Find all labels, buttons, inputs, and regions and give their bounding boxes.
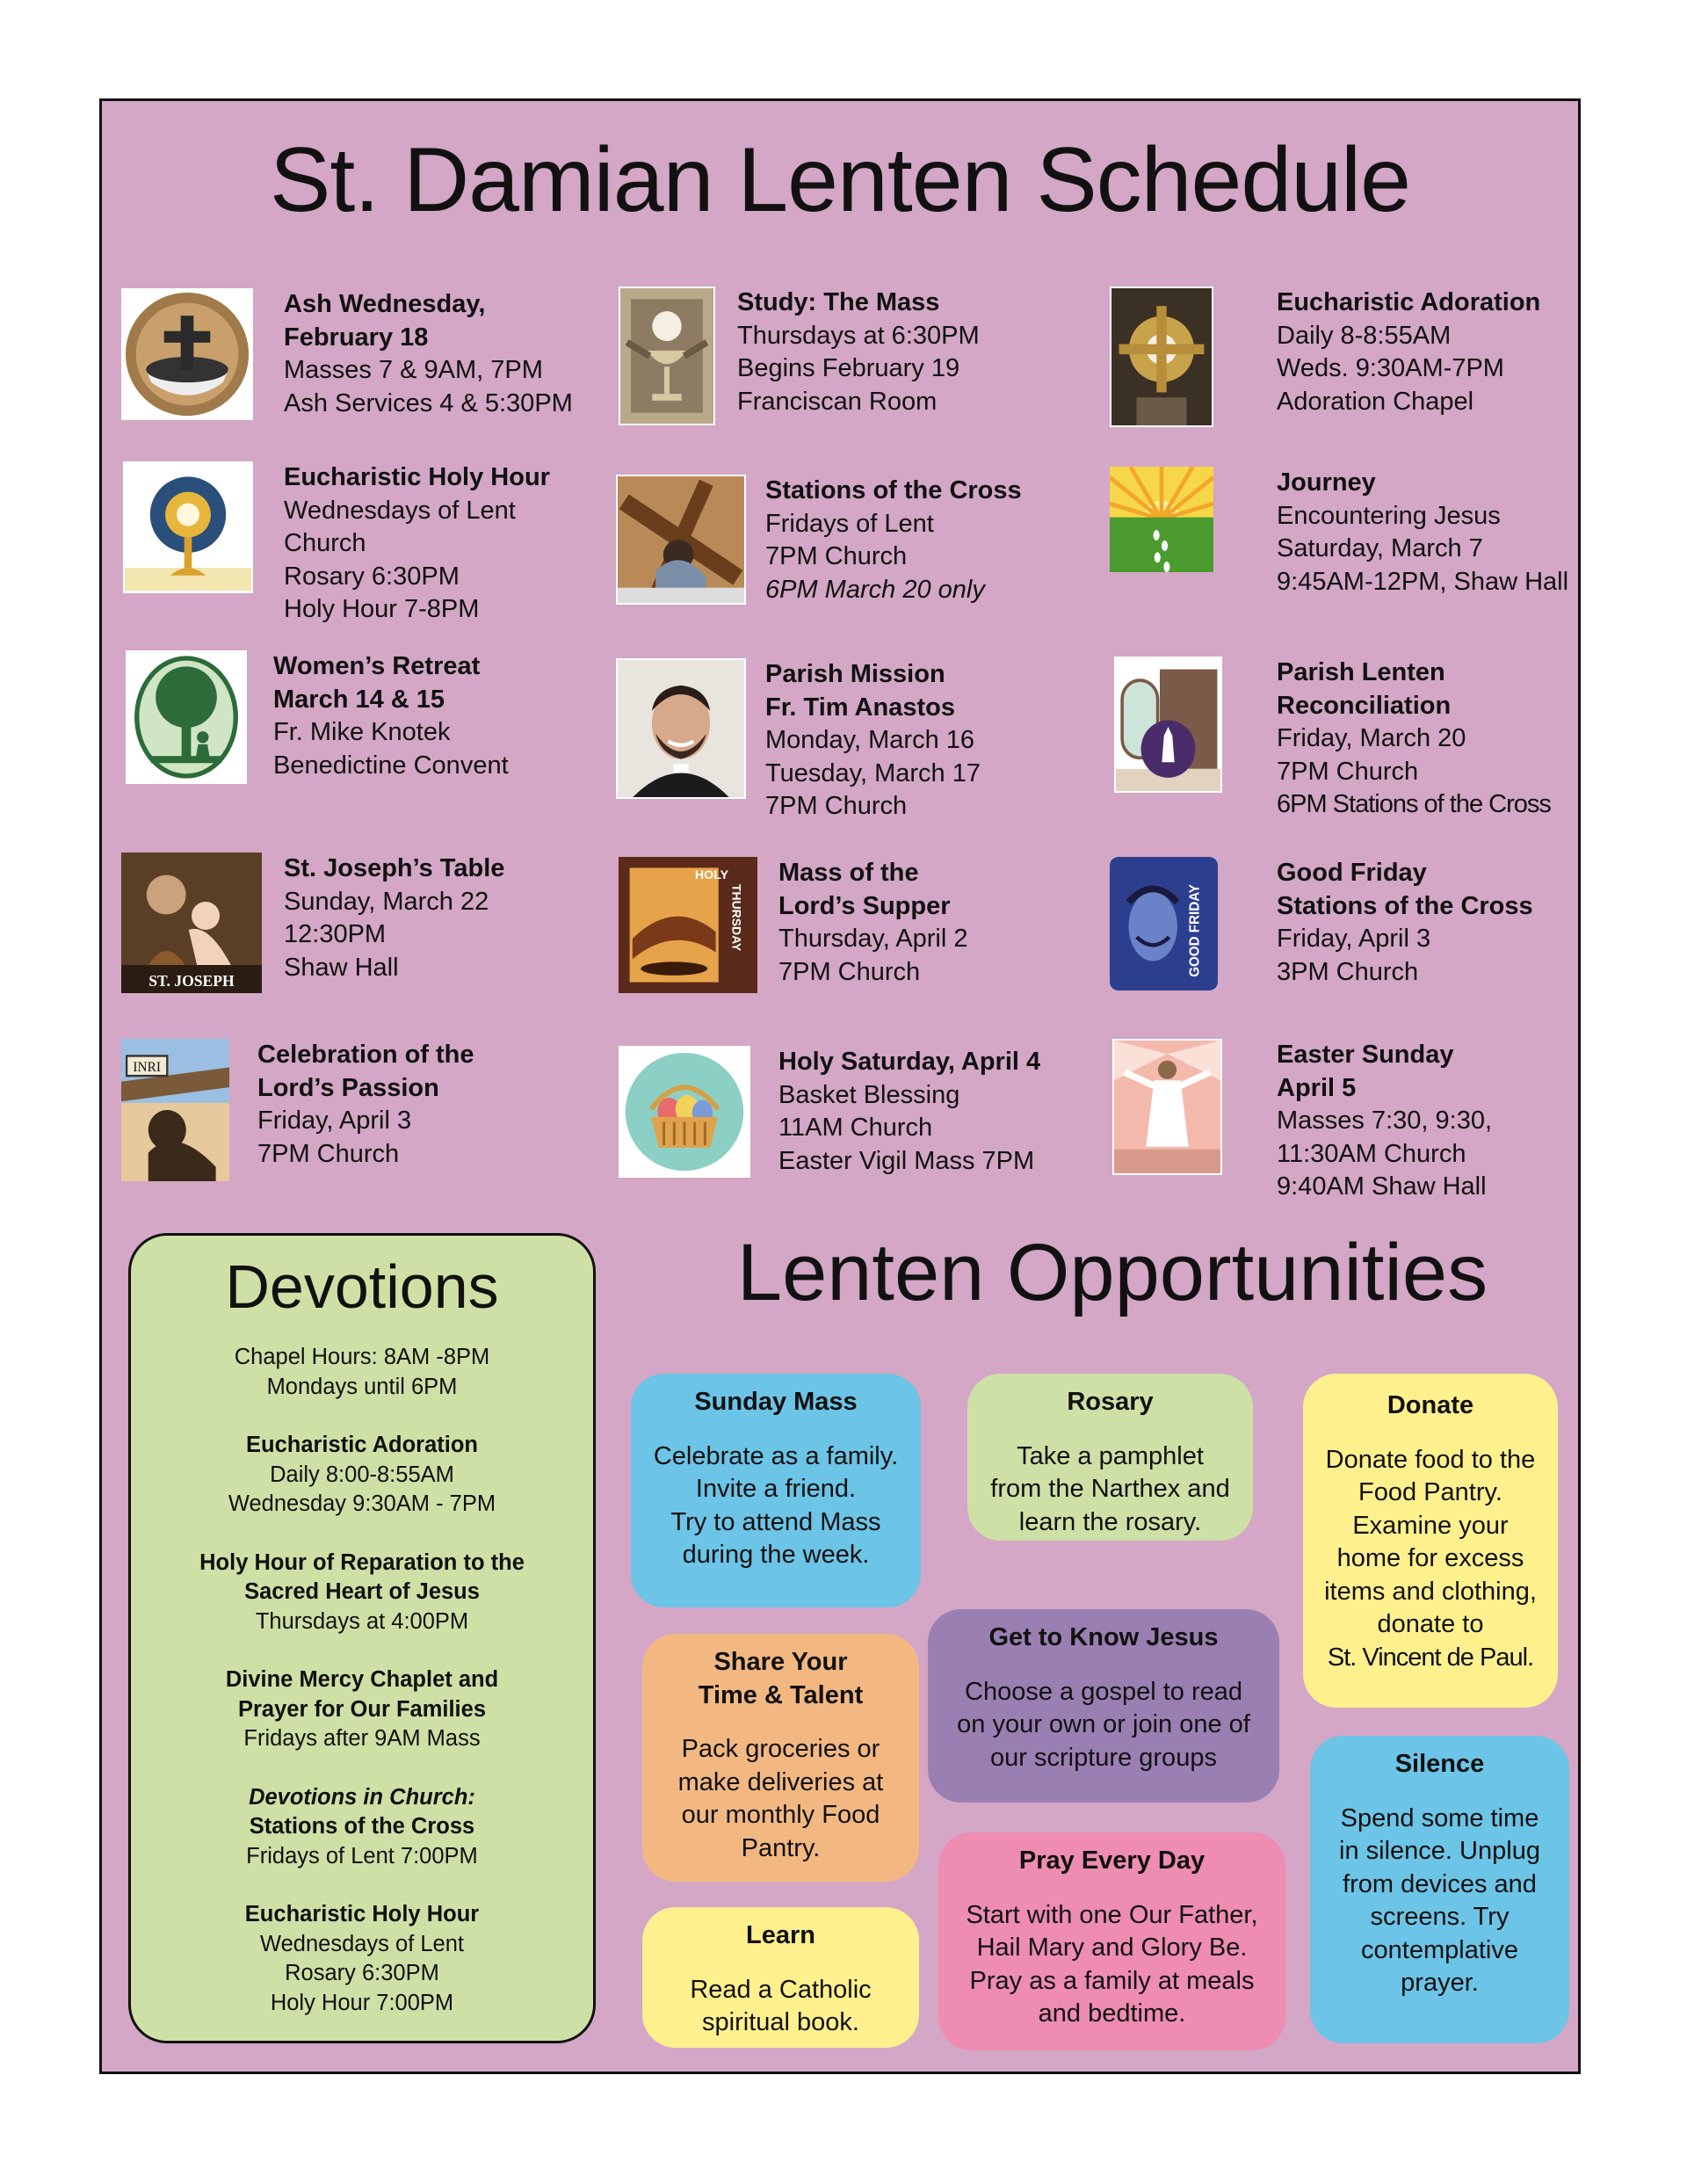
risen-christ-icon	[1112, 1039, 1222, 1175]
devotions-panel: Devotions Chapel Hours: 8AM -8PM Mondays until 6PM Eucharistic Adoration Daily 8:00-8:55AM Wednesday 9:30AM - 7PM Holy Hour of Reparation to the Sacred Heart of Jesus Thursdays at 4:00PM Divine Mercy Chaplet and Prayer for Our Families Fridays after 9AM Mass Devotions in Church: Stations of the Cross Fridays of Lent 7:00PM Eucharistic Holy Hour Wednesdays of Lent Rosary 6:30PM Holy Hour 7:00PM	[128, 1233, 596, 2043]
event-text: Parish Lenten Reconciliation Friday, March 20 7PM Church 6PM Stations of the Cross	[1277, 658, 1551, 818]
sunrise-footprints-icon	[1110, 467, 1213, 572]
opportunity-rosary: Rosary Take a pamphlet from the Narthex and learn the rosary.	[967, 1374, 1253, 1541]
event-text: Women’s Retreat March 14 & 15 Fr. Mike Knotek Benedictine Convent	[273, 652, 509, 780]
opportunity-donate: Donate Donate food to the Food Pantry. Examine your home for excess items and clothing, donate to St. Vincent de Paul.	[1303, 1374, 1558, 1708]
holy-thursday-icon	[619, 857, 757, 993]
monstrance-icon	[1110, 287, 1213, 427]
event-text: Eucharistic Adoration Daily 8-8:55AM Weds. 9:30AM-7PM Adoration Chapel	[1277, 288, 1541, 416]
chalice-host-icon	[619, 287, 715, 425]
ash-bowl-cross-icon	[121, 288, 253, 420]
lenten-schedule-poster	[99, 98, 1581, 2074]
event-text: Stations of the Cross Fridays of Lent 7PM Church 6PM March 20 only	[765, 476, 1022, 604]
event-text: Ash Wednesday, February 18 Masses 7 & 9AM, 7PM Ash Services 4 & 5:30PM	[284, 290, 573, 417]
crucifix-inri-icon	[121, 1039, 229, 1181]
opportunity-sunday-mass: Sunday Mass Celebrate as a family. Invite a friend. Try to attend Mass during the week.	[631, 1374, 921, 1607]
event-text: Study: The Mass Thursdays at 6:30PM Begins February 19 Franciscan Room	[737, 288, 980, 416]
event-text: Mass of the Lord’s Supper Thursday, April 2 7PM Church	[778, 859, 968, 986]
event-text: Eucharistic Holy Hour Wednesdays of Lent Church Rosary 6:30PM Holy Hour 7-8PM	[284, 463, 550, 623]
tree-retreat-icon	[126, 650, 247, 784]
event-text: Easter Sunday April 5 Masses 7:30, 9:30, 11:30AM Church 9:40AM Shaw Hall	[1277, 1041, 1493, 1201]
st-joseph-icon	[121, 853, 262, 993]
st-joseph-label: ST. JOSEPH	[148, 972, 235, 990]
event-text: Celebration of the Lord’s Passion Friday, April 3 7PM Church	[257, 1041, 474, 1168]
cross-carrying-icon	[616, 475, 746, 605]
inri-label: INRI	[133, 1059, 162, 1076]
opportunity-pray-every-day: Pray Every Day Start with one Our Father, Hail Mary and Glory Be. Pray as a family at meals and bedtime.	[938, 1832, 1285, 2050]
opportunity-silence: Silence Spend some time in silence. Unplug from devices and screens. Try contemplative prayer.	[1310, 1736, 1569, 2043]
good-friday-label: GOOD FRIDAY	[1187, 884, 1203, 977]
opportunity-learn: Learn Read a Catholic spiritual book.	[642, 1907, 919, 2048]
monstrance-sunburst-icon	[123, 461, 253, 593]
priest-portrait-icon	[616, 658, 746, 799]
opportunities-title: Lenten Opportunities	[736, 1228, 1488, 1317]
event-text: Good Friday Stations of the Cross Friday, April 3 3PM Church	[1277, 859, 1533, 986]
event-text: Holy Saturday, April 4 Basket Blessing 11AM Church Easter Vigil Mass 7PM	[778, 1048, 1041, 1175]
opportunity-share-time-talent: Share Your Time & Talent Pack groceries or make deliveries at our monthly Food Pantry.	[642, 1634, 919, 1882]
event-text: Journey Encountering Jesus Saturday, March 7 9:45AM-12PM, Shaw Hall	[1277, 468, 1569, 596]
thursday-label: THURSDAY	[729, 884, 744, 952]
event-text: Parish Mission Fr. Tim Anastos Monday, March 16 Tuesday, March 17 7PM Church	[765, 660, 981, 820]
holy-label: HOLY	[694, 867, 729, 882]
page-title: St. Damian Lenten Schedule	[270, 129, 1410, 231]
praying-hands-icon	[1114, 657, 1222, 793]
devotions-title: Devotions	[225, 1252, 499, 1321]
easter-basket-icon	[619, 1046, 750, 1178]
event-text: St. Joseph’s Table Sunday, March 22 12:30PM Shaw Hall	[284, 854, 505, 982]
opportunity-get-to-know-jesus: Get to Know Jesus Choose a gospel to read on your own or join one of our scripture groups	[928, 1609, 1279, 1803]
good-friday-icon	[1110, 857, 1218, 990]
